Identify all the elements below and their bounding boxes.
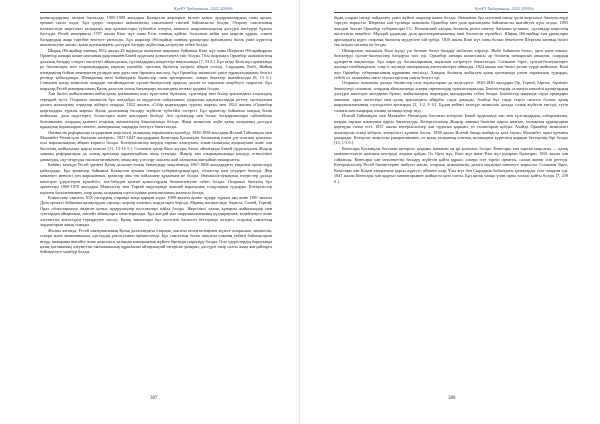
paragraph: Әкімшілік реформалар салдарынан жергілікті халықтың наразылығы күшейді. 1836-1838 жылдары Исатай Тайманұлы мен Махамбет Өтемісұлы бастаған көтеріліс, 1837-1847 жылдардағы Кенесары Қасымұлы басшылық еткен ұлт-азаттық қозғалыс осы наразылықтың айқын көрінісі болды. Көтерілісшілер жердің тартып алынуына, алым-салықтың ауырлауына және хан билігінің жойылуына қарсы шықты [11, 13-14 б.]. Сонымен қатар Кіші жүздің батыс аймағында Бөкей ордасындағы Жәңгір ханның реформалары да халық арасында қарама-қайшы пікір туғызды. Жәңгір хан отырықшылыққа көшуді, егіншілікті дамытуды, оқу-ағартуды насихаттағанымен, оның жер үлестіру саясаты жай халықтың жағдайын нашарлатты.: [40, 129, 272, 162]
running-header-left: ҚазҰУ Хабаршысы. 2022 2(90)№: [174, 6, 234, 11]
header-rule-right: [334, 12, 568, 13]
paragraph: Қоныстану саясаты ХІХ ғасырдың соңында жаңа қарқын алды. 1889 жылғы қоныс аудару туралы заң және 1891 жылғы Дала ережесі бойынша қазақтардан «артық» жерлер алынып, шаруаларға берілді. Мұның нәтижесінде Ақмола, Семей, Торғай, Орал облыстарында ондаған қоныс аударушылар поселкелері пайда болды. Жергілікті халық құнарлы жайылымдар мен суаттардан айырылып, шөлейт аймақтарға ығыстырылды. Бұл жағдай мал шаруашылығының құлдырауына, кедейленуге және әлеуметтік жіктелудің тереңдеуіне әкелді. Қазақ зиялылары бұл мәселені баспасөз беттерінде көтеріп, отарлық саясаттың зардаптарын ашық сынады.: [40, 194, 272, 228]
paragraph: Жалпы алғанда, Ресей империясының Қазақ даласындағы отарлық саясаты кезең-кезеңімен жүзеге асырылып, әкімшілік, әскери және экономикалық әдістердің ұштасуымен ерекшеленді. Бұл саясаттың басты мақсаты өлкенің табиғи байлықтарын игеру, шекараны нығайту және жергілікті халықты империялық жүйеге біртіндеп кіріктіру болды. Осы үдерістердің барысында қазақ қоғамының әлеуметтік-экономикалық құрылымы айтарлықтай өзгеріске ұшырап, дәстүрлі өмір салты жаңа жағдайларға бейімделуге мәжбүр болды.: [40, 227, 272, 255]
page-number-left: 387: [150, 396, 158, 401]
paragraph: Отаршыл әкімшілік далада бекіністер салу жұмыстарын да жеделдетті. 1830-1840 жылдары Ор, Торғай, Ырғыз, Ақмешіт бекіністері салынып, олардың айналасында әскери гарнизондар орналастырылды. Бекіністердің салынуы көшпелі қазақтардың дәстүрлі көші-қон жолдарын бұзып, жайылымдық жерлердің қысқаруына себеп болды. Бекіністер маңында сауда орындары ашылып, орыс көпестері мен қазақ арасындағы айырбас сауда дамыды. Алайда бұл сауда теңсіз сипатта болып, қазақ шаруашылығының тәуелділігін арттырды [2, 1-2, 6 б.]. Бұдан кейінгі кезеңде әкімшілік далада салық жүйесін енгізді, түтін салығы мен шаңырақ алымы халыққа ауыр тиді.: [334, 80, 568, 113]
paragraph: Хан билігі жойылғаннан кейін қазақ қоғамының ішкі тұтастығы бұзылып, сұлтандар мен билер арасындағы алауыздық тереңдей түсті. Отаршыл әкімшілік бұл жағдайды өз мүддесіне пайдаланып, руаралық қақтығыстарды реттеу сылтауымен далаға жазалаушы отрядтар жіберіп отырды. 1822 жылғы «Сібір қырғыздары туралы жарғы» мен 1824 жылғы «Орынбор қырғыздары туралы жарғы» Қазақ даласының басқару жүйесін түбегейлі өзгертті. Бұл құжаттар бойынша хандық билік жойылып, дала округтерге, болыстарға және ауылдарға бөлінді. Аға сұлтандар мен болыс басқарушылары сайланбалы болғанымен, олардың қызметі отарлық әкімшіліктің бақылауында болды. Жаңа әкімшілік жүйе қазақ халқының дәстүрлі құқықтық нормаларын шектеп, империялық заңдарды енгізуге бағытталды.: [40, 91, 272, 130]
paragraph: Шекаралық әкімшілік Кіші жүзді үш бөлікке бөліп басқару жобасын әзірледі. Жоба бойынша батыс, орта және шығыс бөліктерді сұлтан-билеушілер басқаруы тиіс еді. Орынбор шекара комиссиясы әр бөліктің шекарасын анықтап, олардың құзыретін нақтылады. Бұл шара ру басшыларының ықпалын әлсіретуге бағытталды. Сонымен бірге, сұлтан-билеушілерге жалақы тағайындалып, олар іс жүзінде империялық шенеуніктерге айналды. 1824 жылы хан билігі ресми түрде жойылып, Кіші жүз Орынбор губерниясының құрамына енгізілді. Хандық биліктің жойылуы қазақ қоғамында үлкен наразылық тудырды, себебі ол халықтың саяси тәуелсіздігінің соңғы белгісі еді.: [334, 47, 568, 80]
paragraph: қонысаударушы тасқын басталды, 1905-1909 жылдары Қазақстан жерлеріне келген қоныс аударушылардың саны артып, ерекше сипат алды. Бұл үдеріс отаршыл әкімшіліктің саясатымен тікелей байланысты болды. Отарлау саясатының нәтижесінде жергілікті халықтың жер қатынастары түбегейлі өзгеріп, көшпелі шаруашылықтың дәстүрлі негіздері бұзыла бастады. Ресей империясы 1797 жылы Кіші жүз ханы Есім ханның қайтыс болуынан кейін хан кеңесін құрып, өлкені басқарудың жаңа тәртібін енгізуге ұмтылды. Бұл шаралар Әбілқайыр ханның ұрпақтары арасындағы билік үшін күрестің шиеленісуіне әкеліп, қазақ қоғамындағы дәстүрлі басқару жүйесінің әлсіреуіне себеп болды.: [40, 15, 272, 48]
paragraph: Ширақ Әбілқайыр ханның 1832 жылы 29 наурызда жазылған жарлығы бойынша Кіші жүз ханы Шерғазы Әбілқайырұлы Орынбор шекара комиссиясының рұқсатымен Бөкей ордасына қоныстануға тиіс болды. Осы жарлықта Орынбор әкімшілігінің далалық басқару ісіндегі өкілеттігі айқындалып, сұлтандардың міндеттері нақтыланды [7, 53 б.]. Бұл кезде Кіші жүз аумағында ру басшылары мен старшындардың ықпалы күшейіп, орталық биліктің әлсіреуі айқын сезілді. Сырдария, Ембі, Жайық өзендерінің бойын мекендеген руларда жер дауы мен барымта жиіледі, бұл Орынбор әкімшілігі үшін тұрақсыздықтың белгісі ретінде қабылданды. Шекаралық желі бойындағы бекіністер саны арттырылып, әскери бекеттер нығайтылды [8, 15 б.]. Сонымен қатар әкімшілік жаңадан тағайындалған сұлтан-билеушілер арқылы далаға өз ықпалын кеңейтуге тырысты. Бұл шаралар Ресей империясының Қазақ даласын толық бағындыру жолындағы кезекті қадамы болды.: [40, 47, 272, 91]
paragraph: Кейінгі кезеңде Ресей үкіметі Қазақ даласын толық бағындыру мақсатында 1867-1868 жылдардағы уақытша ережелерді қабылдады. Бұл ережелер бойынша Қазақстан аумағы генерал-губернаторлықтарға, облыстар мен уездерге бөлінді. Жер мемлекет меншігі деп жарияланып, қазақтар оны тек пайдалану құқығына ие болды. Әкімшілік-аумақтық өзгерістер далада көші-қон үдерістерін күшейтіп, ата-бабадан қалған қоныстардың бөлшектенуіне себеп болды. Отаршыл биліктің бұл әрекеттері 1869-1870 жылдары Маңғыстау мен Торғай өңірлерінде жаппай наразылық толқуларын тудырды. Көтерілістер күшпен басылғанымен, олар қазақ халқының тәуелсіздікке ұмтылысының жалғасы болды.: [40, 162, 272, 195]
page-number-right: 388: [448, 396, 456, 401]
paragraph: Кенесары Қасымұлы бастаған көтеріліс ауқымы жағынан ең ірі қозғалыс болды. Кенесары хан тарихи мақсатты — қазақ мемлекеттілігін қалпына келтіруді алдына қойды. Ол Орта жүз, Кіші жүз және Ұлы жүз руларын біріктіріп, 1841 жылы хан сайланды. Кенесары хан мемлекеттік басқару жүйесін қайта құрып, әскери істе тәртіп орнатты, салық жинау ісін реттеді. Көтерілісшілер Ресей бекіністеріне шабуыл жасап, отарлық әкімшіліктің далаға ықпалын шектеуге тырысты. Сонымен бірге, Кенесары хан Қоқан хандығына қарсы күресті, өйткені олар Ұлы жүз бен Сырдария бойындағы қазақтарды езіп отырған еді. 1847 жылы Кенесары хан қырғыз манаптарымен шайқаста қаза тапты. Бұл қазақ халқы үшін орны толмас қайғы болды [7, 239 б.].: [334, 145, 568, 184]
paragraph: бірақ оларды тиімді пайдалану үшін жүйелі шаралар қажет болды. Әкімшілік бұл мәселені шешу үшін жергілікті билеушілерді тартуға тырысты. Шерғазы хан тұсында әкімшілік Орынбор мен дала арасындағы байланысты нығайтуға күш салды. 1805 жылдан бастап Орынбор губернаторы Г.С. Волконский хандық биліктің рөлін шектеу бағытын ұстанып, сұлтандар кеңесінің өкілеттігін кеңейтті. Мұндай қадамдар дала аристократиясының ішкі бәсекесін күшейтті. Ширақ Әбілқайыр хан ұрпақтары арасындағы күрес отарлық биліктің мүддесіне сай өрбіді. 1816 жылы Кіші жүз ханы болып бекітілген Шерғазы ханның билігі тек атаулы сипатқа ие болды.: [334, 15, 568, 48]
header-rule-left: [40, 12, 272, 13]
right-page-body: [334, 15, 568, 389]
paragraph: Исатай Тайманұлы мен Махамбет Өтемісұлы бастаған көтеріліс Бөкей ордасында хан мен сұлтандардың озбырлығына, жердің тартып алынуына қарсы бағытталды. Көтерілісшілер Жәңгір ханның билігіне қарсы шығып, халықтың құқықтарын қорғауды талап етті. 1837 жылы көтерілісшілер хан ордасын қоршап, өз талаптарын қойды. Алайда Орынбор әкімшілігі жазалаушы әскер жіберіп, көтерілісті күшпен басты. 1838 жылы Исатай батыр шайқаста қаза тауып, Махамбет ақын қуғынға ұшырады. Көтеріліс жеңіліске ұшырағанымен, ол қазақ халқының азаттық жолындағы күресінің жарқын беттерінің бірі болды [13, 1-3 б.].: [334, 113, 568, 146]
left-page-body: [40, 15, 272, 389]
running-header-right: ҚазҰУ Хабаршысы. 2022 2(90)№: [475, 6, 535, 11]
right-page: [300, 0, 600, 424]
